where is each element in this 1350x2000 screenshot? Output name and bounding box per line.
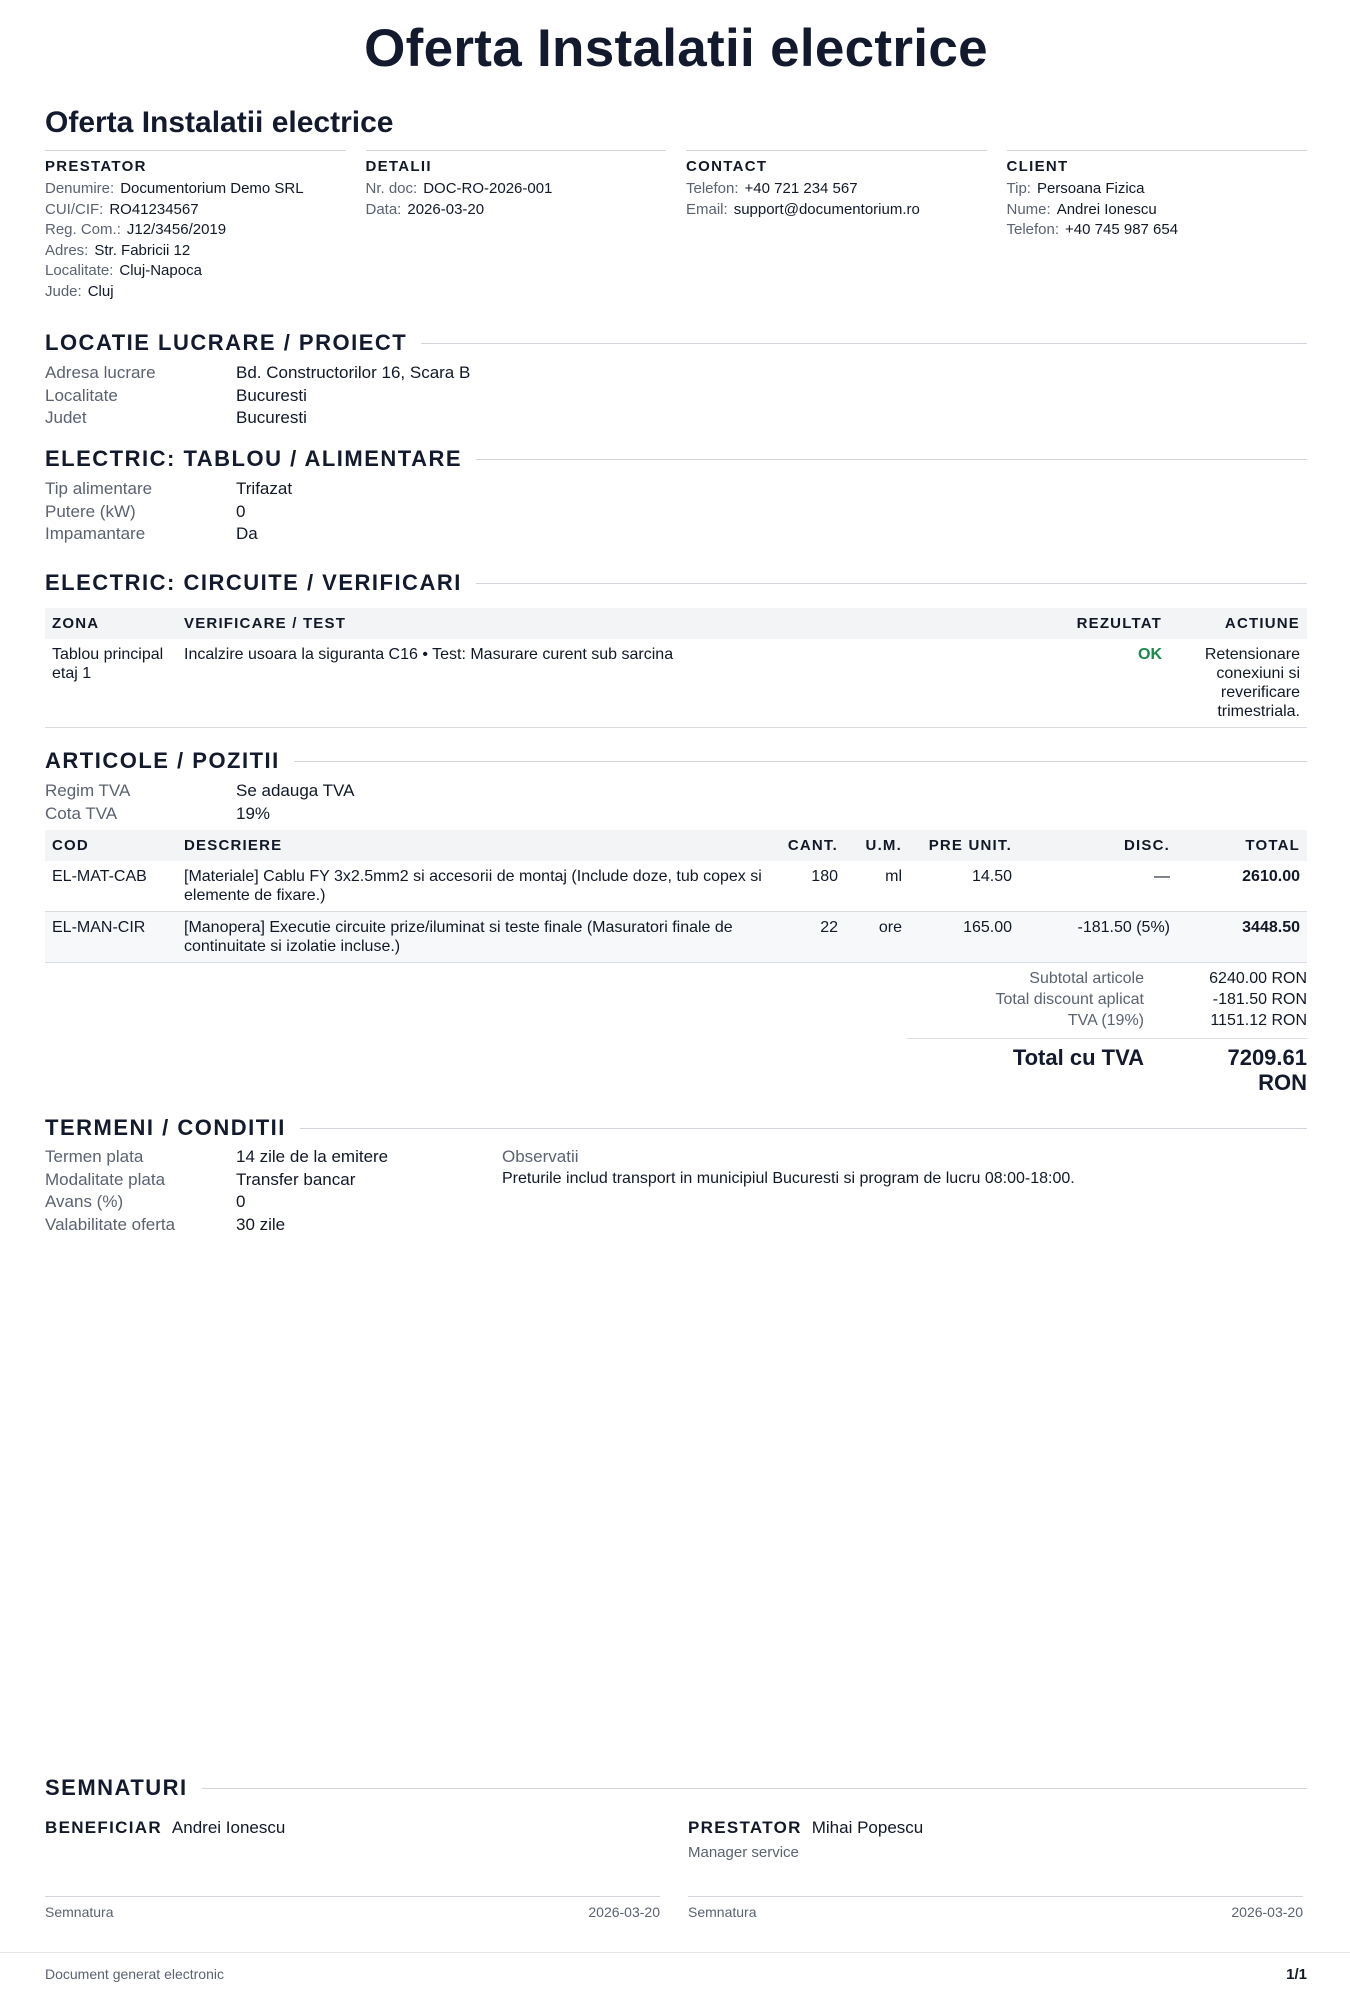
section-locatie-title [45, 330, 1307, 356]
section-heading: ELECTRIC: TABLOU / ALIMENTARE [45, 446, 463, 471]
prestator-field [45, 282, 346, 303]
termeni-field [45, 1214, 388, 1237]
cell-disc: — [1019, 861, 1177, 912]
cell-descriere: [Manopera] Executie circuite prize/iluminat si teste finale (Masuratori finale de continuitate si izolatie incluse.) [177, 912, 774, 963]
field-value: 0 [236, 1192, 246, 1211]
contact-field [686, 179, 987, 200]
table-header-row [45, 830, 1307, 861]
col-rezultat: REZULTAT [1049, 608, 1169, 639]
field-key: Termen plata [45, 1147, 144, 1166]
field-key: Tip: [1006, 180, 1031, 197]
subtotal-label: Subtotal articole [1029, 970, 1144, 987]
tablou-field [45, 523, 292, 546]
tablou-field [45, 478, 292, 501]
tablou-field [45, 501, 292, 524]
col-disc: DISC. [1019, 830, 1177, 861]
prestator-field [45, 220, 346, 241]
field-value: Str. Fabricii 12 [94, 241, 191, 259]
detalii-block [366, 150, 667, 302]
cell-um: ml [845, 861, 909, 912]
circuite-table [45, 608, 1307, 728]
signature-date: 2026-03-20 [588, 1904, 660, 1920]
prestator-name-line [688, 1818, 1303, 1838]
col-verificare: VERIFICARE / TEST [177, 608, 1049, 639]
observatii-text: Preturile includ transport in municipiul Bucuresti si program de lucru 08:00-18:00. [502, 1170, 1075, 1187]
observatii-block [502, 1146, 1075, 1190]
field-key: Data: [365, 200, 402, 218]
col-cod: COD [45, 830, 177, 861]
cell-actiune: Retensionare conexiuni si reverificare trimestriala. [1169, 639, 1307, 728]
discount-value: -181.50 RON [1212, 991, 1307, 1008]
articole-fields [45, 780, 354, 825]
field-key: Modalitate plata [45, 1169, 166, 1189]
field-key: Adresa lucrare [45, 363, 156, 382]
field-value: Cluj [87, 282, 114, 300]
grand-total-value: 7209.61 RON [1227, 1045, 1307, 1095]
col-actiune: ACTIUNE [1169, 608, 1307, 639]
observatii-label: Observatii [502, 1147, 579, 1166]
field-value: 19% [236, 803, 271, 823]
prestator-role: PRESTATOR [688, 1818, 802, 1837]
discount-row [907, 989, 1307, 1010]
page-footer [45, 1966, 1307, 1983]
field-value: 30 zile [236, 1214, 286, 1234]
divider [294, 761, 1307, 762]
section-tablou-title [45, 446, 1307, 472]
field-value: RO41234567 [109, 200, 199, 218]
col-descriere: DESCRIERE [177, 830, 774, 861]
cell-total: 3448.50 [1177, 912, 1307, 963]
field-key: Nr. doc: [365, 180, 418, 197]
signature-footer [45, 1904, 660, 1920]
signature-date: 2026-03-20 [1231, 1904, 1303, 1920]
locatie-fields [45, 362, 470, 430]
section-heading: TERMENI / CONDITII [45, 1115, 286, 1140]
field-key: Localitate [45, 385, 118, 405]
field-value: 0 [236, 501, 246, 521]
section-articole-title [45, 748, 1307, 774]
page-number: 1/1 [1286, 1966, 1307, 1983]
field-key: Regim TVA [45, 781, 131, 800]
termeni-field [45, 1169, 388, 1192]
cell-um: ore [845, 912, 909, 963]
detalii-field [366, 200, 667, 221]
divider [202, 1788, 1307, 1789]
field-key: Telefon: [1006, 221, 1060, 238]
articole-field [45, 780, 354, 803]
section-termeni-title [45, 1115, 1307, 1141]
table-row [45, 861, 1307, 912]
divider [421, 343, 1307, 344]
divider [476, 583, 1307, 584]
section-heading: ELECTRIC: CIRCUITE / VERIFICARI [45, 570, 462, 595]
articole-field [45, 803, 354, 826]
beneficiar-name: Andrei Ionescu [171, 1818, 286, 1837]
divider [476, 459, 1307, 460]
field-value: DOC-RO-2026-001 [423, 180, 553, 197]
client-block [1007, 150, 1308, 302]
signature-label: Semnatura [45, 1904, 114, 1920]
tablou-fields [45, 478, 292, 546]
field-value: support@documentorium.ro [733, 200, 920, 218]
prestator-field [45, 179, 346, 200]
field-key: Denumire: [45, 180, 115, 197]
field-key: Jude: [45, 282, 82, 300]
prestator-field [45, 261, 346, 282]
locatie-field [45, 362, 470, 385]
client-field [1007, 220, 1308, 241]
tva-row [907, 1010, 1307, 1031]
cell-cod: EL-MAN-CIR [45, 912, 177, 963]
beneficiar-signature [45, 1818, 660, 1928]
contact-block [686, 150, 987, 302]
beneficiar-name-line [45, 1818, 660, 1838]
field-key: Judet [45, 408, 87, 427]
field-key: Email: [686, 200, 728, 218]
field-key: CUI/CIF: [45, 200, 104, 218]
prestator-name: Mihai Popescu [811, 1818, 924, 1837]
field-value: 14 zile de la emitere [236, 1147, 389, 1166]
cell-disc: -181.50 (5%) [1019, 912, 1177, 963]
cell-zona: Tablou principal etaj 1 [45, 639, 177, 728]
field-value: Andrei Ionescu [1056, 200, 1157, 218]
footer-note: Document generat electronic [45, 1966, 224, 1982]
section-circuite-title [45, 570, 1307, 596]
cell-cant: 180 [774, 861, 845, 912]
prestator-heading: PRESTATOR [45, 158, 147, 175]
document-page [45, 0, 1307, 2000]
client-field [1007, 200, 1308, 221]
totals-block [907, 968, 1307, 1095]
beneficiar-role: BENEFICIAR [45, 1818, 162, 1837]
col-cant: CANT. [774, 830, 845, 861]
field-key: Impamantare [45, 524, 146, 543]
field-key: Telefon: [686, 180, 739, 197]
table-row [45, 912, 1307, 963]
grand-total-label: Total cu TVA [1012, 1045, 1144, 1070]
section-heading: SEMNATURI [45, 1775, 188, 1800]
field-value: J12/3456/2019 [126, 221, 227, 238]
cell-pret: 165.00 [909, 912, 1019, 963]
field-key: Valabilitate oferta [45, 1214, 176, 1234]
field-value: Transfer bancar [236, 1169, 356, 1189]
contact-heading: CONTACT [686, 158, 768, 175]
locatie-field [45, 385, 470, 408]
field-value: +40 745 987 654 [1065, 221, 1179, 238]
table-row [45, 639, 1307, 728]
contact-field [686, 200, 987, 221]
prestator-field [45, 200, 346, 221]
subtotal-value: 6240.00 RON [1209, 970, 1307, 987]
page-title: Oferta Instalatii electrice [364, 19, 988, 78]
col-um: U.M. [845, 830, 909, 861]
tva-label: TVA (19%) [1067, 1012, 1144, 1029]
field-value: Se adauga TVA [236, 781, 355, 800]
cell-pret: 14.50 [909, 861, 1019, 912]
section-heading: ARTICOLE / POZITII [45, 748, 280, 773]
signature-footer [688, 1904, 1303, 1920]
footer-divider [0, 1952, 1350, 1953]
field-key: Avans (%) [45, 1192, 124, 1211]
party-info [45, 150, 1307, 302]
termeni-field [45, 1146, 388, 1169]
field-value: Bd. Constructorilor 16, Scara B [236, 363, 471, 382]
section-heading: LOCATIE LUCRARE / PROIECT [45, 330, 408, 355]
cell-total: 2610.00 [1177, 861, 1307, 912]
detalii-heading: DETALII [365, 158, 432, 175]
termeni-fields [45, 1146, 388, 1236]
col-pret: PRE UNIT. [909, 830, 1019, 861]
field-value: Persoana Fizica [1036, 180, 1145, 197]
field-key: Cota TVA [45, 803, 118, 823]
cell-cant: 22 [774, 912, 845, 963]
field-key: Localitate: [45, 262, 114, 279]
col-zona: ZONA [45, 608, 177, 639]
field-value: Bucuresti [236, 385, 307, 405]
field-value: Cluj-Napoca [119, 262, 202, 279]
field-key: Adres: [45, 241, 89, 259]
section-semnaturi-title [45, 1775, 1307, 1801]
field-key: Nume: [1006, 200, 1051, 218]
tva-value: 1151.12 RON [1210, 1012, 1307, 1029]
field-value: Trifazat [236, 479, 293, 498]
locatie-field [45, 407, 470, 430]
signature-line [688, 1896, 1303, 1897]
cell-verificare: Incalzire usoara la siguranta C16 • Test: Masurare curent sub sarcina [177, 639, 1049, 728]
cell-cod: EL-MAT-CAB [45, 861, 177, 912]
signature-label: Semnatura [688, 1904, 757, 1920]
cell-descriere: [Materiale] Cablu FY 3x2.5mm2 si accesorii de montaj (Include doze, tub copex si elemente de fixare.) [177, 861, 774, 912]
prestator-signature [688, 1818, 1303, 1928]
field-value: Da [236, 524, 258, 543]
discount-label: Total discount aplicat [995, 991, 1144, 1008]
field-key: Reg. Com.: [45, 221, 121, 238]
subtotal-row [907, 968, 1307, 989]
client-field [1007, 179, 1308, 200]
divider [300, 1128, 1307, 1129]
client-heading: CLIENT [1006, 158, 1069, 175]
field-value: Documentorium Demo SRL [120, 180, 304, 197]
prestator-field [45, 241, 346, 262]
cell-rezultat: OK [1049, 639, 1169, 728]
field-value: Bucuresti [236, 408, 307, 427]
document-title: Oferta Instalatii electrice [45, 106, 394, 139]
field-key: Tip alimentare [45, 479, 153, 498]
detalii-field [366, 179, 667, 200]
prestator-title: Manager service [688, 1844, 799, 1861]
prestator-block [45, 150, 346, 302]
field-key: Putere (kW) [45, 501, 136, 521]
col-total: TOTAL [1177, 830, 1307, 861]
articole-table [45, 830, 1307, 963]
grand-total-row [907, 1038, 1307, 1095]
termeni-field [45, 1191, 388, 1214]
table-header-row [45, 608, 1307, 639]
field-value: 2026-03-20 [407, 200, 485, 218]
field-value: +40 721 234 567 [744, 180, 858, 197]
signature-line [45, 1896, 660, 1897]
